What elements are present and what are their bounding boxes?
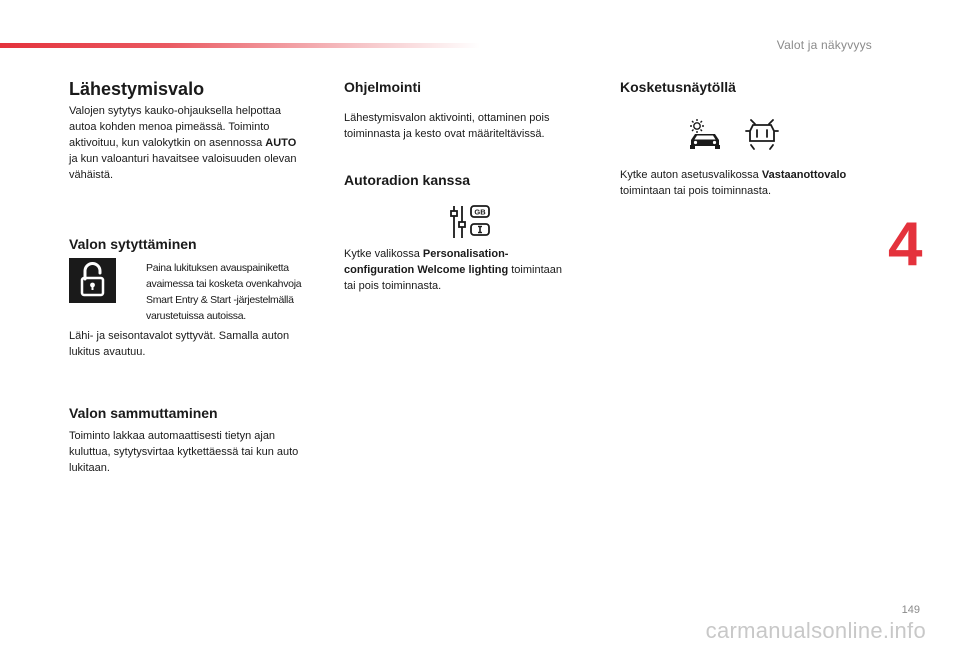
car-settings-icon xyxy=(686,117,726,158)
bullet-line: Paina lukituksen avauspainiketta xyxy=(146,262,289,274)
bullet-line: varustetuissa autoissa. xyxy=(146,310,246,322)
settings-sliders-icon xyxy=(449,204,493,245)
programming-paragraph xyxy=(344,110,594,142)
page-title: Lähestymisvalo xyxy=(69,79,205,99)
programming-heading: Ohjelmointi xyxy=(344,79,421,95)
intro-line: vähäistä. xyxy=(69,169,114,181)
radio-instruction xyxy=(344,246,594,294)
radio-line: configuration Welcome lighting toimintaan xyxy=(344,264,562,276)
section-title: Valot ja näkyvyys xyxy=(776,38,872,52)
switch-off-heading: Valon sammuttaminen xyxy=(69,405,218,421)
page-number: 149 xyxy=(901,604,920,616)
headlight-reception-icon xyxy=(743,117,781,158)
touchscreen-line: Kytke auton asetusvalikossa Vastaanottovalo xyxy=(620,169,847,181)
header-accent-bar xyxy=(0,43,480,48)
intro-line: autoa kohden menoa pimeässä. Toiminto xyxy=(69,121,270,133)
unlock-instruction xyxy=(126,260,326,324)
bullet-marker xyxy=(126,260,146,324)
touchscreen-instruction xyxy=(620,167,890,199)
intro-line: Valojen sytytys kauko-ohjauksella helpottaa xyxy=(69,105,281,117)
programming-line: Lähestymisvalon aktivointi, ottaminen pois xyxy=(344,112,550,124)
switch-off-line: Toiminto lakkaa automaattisesti tietyn ajan xyxy=(69,430,276,442)
chapter-number: 4 xyxy=(888,210,923,279)
intro-line: ja kun valoanturi havaitsee valoisuuden olevan xyxy=(69,153,297,165)
result-line: lukitus avautuu. xyxy=(69,346,146,358)
intro-line: aktivoituu, kun valokytkin on asennossa AUTO xyxy=(69,137,297,149)
auto-keyword: AUTO xyxy=(265,137,297,149)
radio-heading: Autoradion kanssa xyxy=(344,172,471,188)
menu-path-bold: configuration Welcome lighting xyxy=(344,264,509,276)
unlock-icon xyxy=(69,258,116,303)
svg-text:GB: GB xyxy=(474,207,486,217)
switch-off-line: lukitaan. xyxy=(69,462,110,474)
intro-paragraph xyxy=(69,103,329,183)
radio-line: tai pois toiminnasta. xyxy=(344,280,442,292)
touchscreen-heading: Kosketusnäytöllä xyxy=(620,79,736,95)
switch-on-heading: Valon sytyttäminen xyxy=(69,236,197,252)
switch-off-line: kuluttua, sytytysvirtaa kytkettäessä tai kun auto xyxy=(69,446,299,458)
result-line: Lähi- ja seisontavalot syttyvät. Samalla auton xyxy=(69,330,290,342)
menu-item-bold: Vastaanottovalo xyxy=(761,169,847,181)
bullet-line: avaimessa tai kosketa ovenkahvoja xyxy=(146,278,302,290)
touchscreen-line: toimintaan tai pois toiminnasta. xyxy=(620,185,772,197)
menu-path-bold: Personalisation- xyxy=(422,248,509,260)
watermark: carmanualsonline.info xyxy=(705,618,926,643)
switch-off-paragraph xyxy=(69,428,334,476)
programming-line: toiminnasta ja kesto ovat määriteltävissä. xyxy=(344,128,545,140)
radio-line: Kytke valikossa Personalisation- xyxy=(344,248,509,260)
switch-on-result xyxy=(69,328,329,360)
bullet-line: Smart Entry & Start -järjestelmällä xyxy=(146,294,294,306)
